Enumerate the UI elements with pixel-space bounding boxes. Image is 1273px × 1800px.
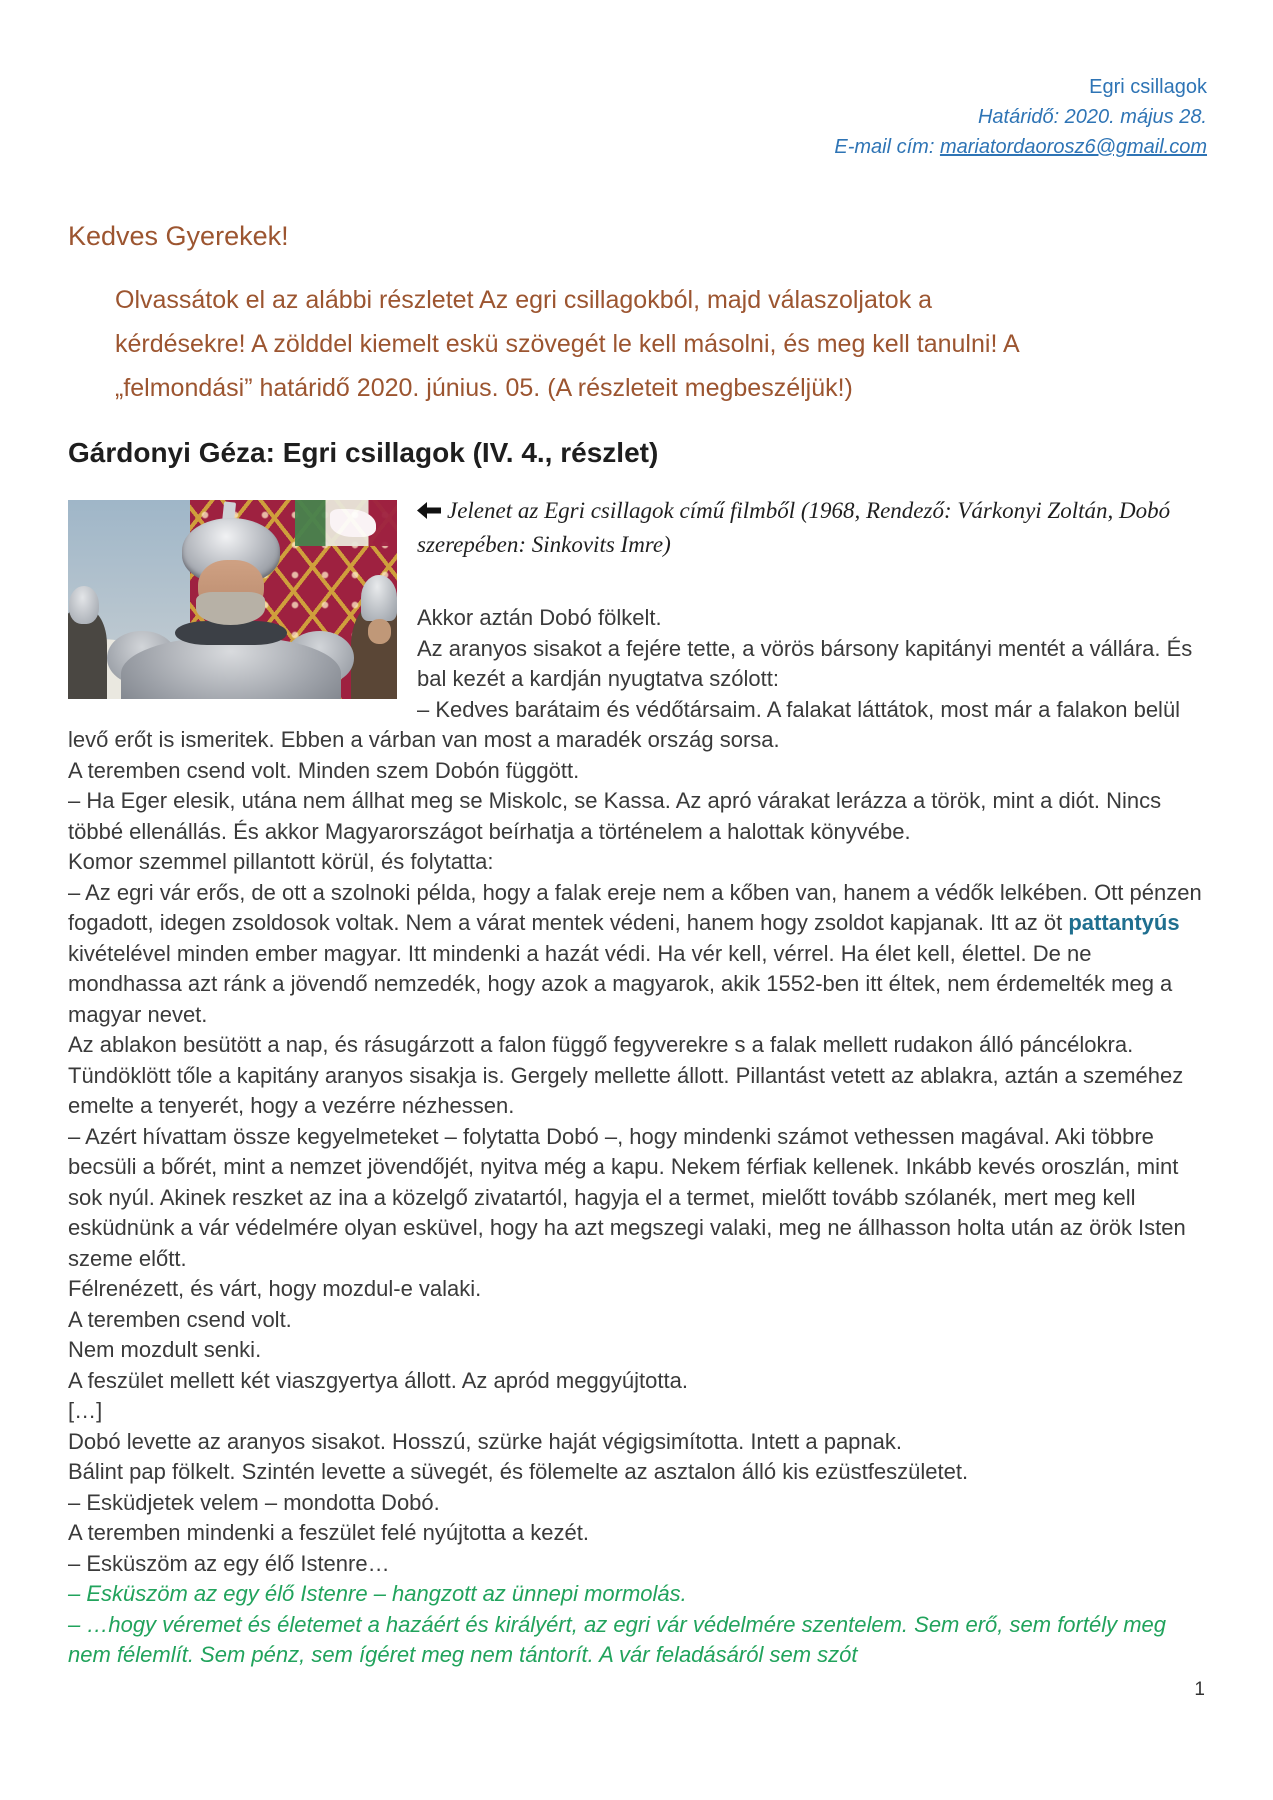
body-paragraph: Akkor aztán Dobó fölkelt. (417, 605, 662, 630)
body-paragraph: A teremben csend volt. Minden szem Dobón függött. (68, 757, 580, 783)
body-paragraph: Az ablakon besütött a nap, és rásugárzott a falon függő fegyverekre s a falak mellett rudakon álló páncélokra. Tündöklött tőle a kapitány aranyos sisakja is. Gergely mellette állott. Pillantást vetett az ablakra, aztán a szeméhez emelte a tenyerét, hogy a vezérre nézhessen. (68, 1032, 1184, 1118)
body-paragraph: Dobó levette az aranyos sisakot. Hosszú, szürke haját végigsimította. Intett a papnak. (68, 1428, 902, 1454)
article-title: Gárdonyi Géza: Egri csillagok (IV. 4., részlet) (68, 437, 659, 468)
pattantyus-term: pattantyús (1068, 910, 1180, 935)
armor-chest (121, 637, 341, 699)
body-paragraph-with-highlight (68, 878, 1207, 1031)
header-deadline: Határidő: 2020. május 28. (977, 106, 1207, 128)
body-paragraph: – Ha Eger elesik, utána nem állhat meg se Miskolc, se Kassa. Az apró várakat lerázza a török, mint a diót. Nincs többé ellenállás. És akkor Magyarországot beírhatja a történelem a halottak könyvébe. (68, 788, 1162, 844)
body-paragraph: A teremben mindenki a feszület felé nyújtotta a kezét. (68, 1520, 589, 1545)
left-arrow-icon (417, 495, 441, 528)
oath-paragraph-green: – Esküszöm az egy élő Istenre – hangzott az ünnepi mormolás. (68, 1581, 687, 1606)
body-paragraph: […] (68, 1398, 103, 1423)
header-title: Egri csillagok (1089, 76, 1207, 98)
document-header (68, 72, 1207, 162)
email-label: E-mail cím: (834, 136, 940, 158)
body-paragraph: – Esküszöm az egy élő Istenre… (68, 1550, 390, 1576)
body-paragraph: Az aranyos sisakot a fejére tette, a vörös bársony kapitányi mentét a vállára. És bal kezét a kardján nyugtatva szólott: (417, 635, 1193, 691)
article-body (68, 494, 1207, 1671)
body-paragraph: A teremben csend volt. (68, 1306, 292, 1332)
image-caption-text: Jelenet az Egri csillagok című filmből (1968, Rendező: Várkonyi Zoltán, Dobó szerepében: Sinkovits Imre) (417, 498, 1171, 557)
header-email-line (68, 132, 1207, 162)
email-link[interactable]: mariatordaorosz6@gmail.com (939, 136, 1207, 158)
greeting-text: Kedves Gyerekek! (68, 221, 289, 251)
body-paragraph: Nem mozdult senki. (68, 1337, 262, 1362)
body-paragraph: Komor szemmel pillantott körül, és folytatta: (68, 849, 494, 874)
highlight-after-text: kivételével minden ember magyar. Itt mindenki a hazát védi. Ha vér kell, vérrel. Ha élet kell, élettel. De ne mondhassa azt ránk a jövendő nemzedék, hogy azok a magyarok, akik 1552-ben itt éltek, nem érdemelték meg a magyar nevet. (68, 940, 1173, 1027)
oath-paragraph-green: – …hogy véremet és életemet a hazáért és királyért, az egri vár védelmére szentelem. Sem erő, sem fortély meg nem félemlít. Sem pénz, sem ígéret meg nem tántorít. A vár feladásáról sem szót (68, 1611, 1167, 1667)
body-paragraph: – Azért hívattam össze kegyelmeteket – folytatta Dobó –, hogy mindenki számot vethessen magával. Aki többre becsüli a bőrét, mint a nemzet jövendőjét, nyitva még a kapu. Nekem férfiak kellenek. Inkább kevés oroszlán, mint sok nyúl. Akinek reszket az ina a közelgő zivatartól, hagyja el a termet, mielőtt tovább szólanék, mert meg kell esküdnünk a vár védelmére olyan esküvel, hogy ha azt megszegi valaki, meg ne állhasson holta után az örök Isten szeme előtt. (68, 1123, 1186, 1271)
body-paragraph: – Esküdjetek velem – mondotta Dobó. (68, 1489, 440, 1515)
body-paragraph: Félrenézett, és várt, hogy mozdul-e valaki. (68, 1276, 482, 1301)
highlight-before-text: – Az egri vár erős, de ott a szolnoki példa, hogy a falak ereje nem a kőben van, hanem a védők lelkében. Ott pénzen fogadott, idegen zsoldosok voltak. Nem a várat mentek védeni, hanem hogy zsoldot kapjanak. Itt az öt (68, 879, 1202, 935)
body-paragraph: – Kedves barátaim és védőtársaim. A falakat láttátok, most már a falakon belül levő erőt is ismeritek. Ebben a várban van most a maradék ország sorsa. (68, 696, 1181, 752)
banner-emblem (295, 500, 397, 546)
body-paragraph: Bálint pap fölkelt. Szintén levette a süvegét, és fölemelte az asztalon álló kis ezüstfeszületet. (68, 1459, 969, 1484)
movie-still-image (68, 500, 397, 699)
right-soldier-shape (351, 603, 397, 699)
page-number: 1 (1194, 1678, 1205, 1700)
instructions-paragraph: Olvassátok el az alábbi részletet Az egri csillagokból, majd válaszoljatok a kérdésekre! A zölddel kiemelt eskü szövegét le kell másolni, és meg kell tanulni! A „felmondási” határidő 2020. június. 05. (A részleteit megbeszéljük!) (115, 286, 1019, 402)
body-paragraph: A feszület mellett két viaszgyertya állott. Az apród meggyújtotta. (68, 1367, 688, 1393)
left-soldier-shape (68, 609, 107, 699)
